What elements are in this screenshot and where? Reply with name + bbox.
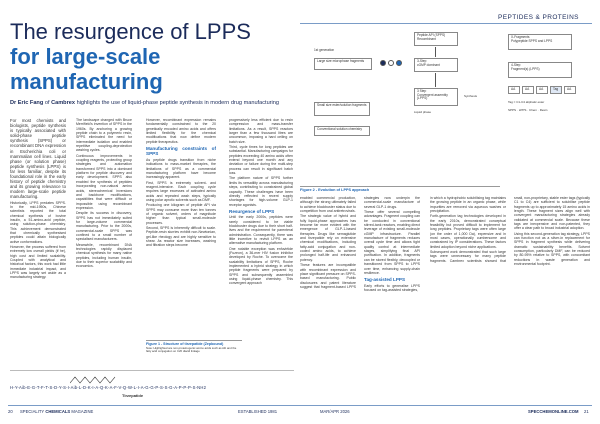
paragraph: These features are incompatible with recombinant expression and place significant pressure on SPPS-based manufacturing. Public disclosures and patent literature suggest that fragment-based LPPS strategies now underpin the commercial-scale manufacture of several GLP-1 drugs. xyxy=(300,196,420,289)
paragraph: One notable exception was enfuvirtide (Fuzeon), a 36-mer HIV fusion inhibitor developed by Roche. To overcome the scalability limitations of SPPS, Roche implemented a hybrid strategy in which peptide fragments were prepared by SPPS and subsequently assembled using liquid-phase chemistry. This convergent approach xyxy=(229,246,293,286)
diagram-fragment-text: Synthesis xyxy=(464,94,478,98)
issue-date: MAR/APR 2026 xyxy=(320,409,350,414)
paragraph: For most chemists and biologists, peptide synthesis is typically associated with solid-phase peptide synthesis (SPPS) or recombinant DNA expression in Escherichia coli or mammalian cell lines. Liquid phase (or solution phase) peptide synthesis (LPPS) is far less familiar, despite its foundational role in the early history of peptide chemistry and its growing relevance to modern large-scale peptide manufacturing. xyxy=(10,118,66,200)
paragraph: Third, cycle times for long peptides are substantial. Manufacturing campaigns for peptides exceeding 40 amino acids often extend beyond one month and any deviation or failure during the multi-step process can result in significant batch loss. xyxy=(229,145,293,176)
paragraph: However, the process suffered from extremely low overall yields (if he), high cost and limited scalability. Coupled with analytical and historical factors, this work had little immediate industrial impact, and LPPS was largely set aside as a manufacturing strategy. xyxy=(10,244,66,280)
diagram-step-3: 3 Step Convergent assembly (LPPS) xyxy=(414,88,458,106)
figure-caption: Figure 1 - Structure of tirzepatide (Zepbound) xyxy=(146,342,224,346)
diagram-node xyxy=(380,60,386,66)
figure-evolution-lpps xyxy=(310,28,592,188)
body-column-1 xyxy=(10,118,66,366)
diagram-right-step: 4-Step Fragment(s) (LPPS) xyxy=(508,62,572,78)
diagram-aa: AA xyxy=(508,86,520,94)
diagram-aa: AA xyxy=(536,86,548,94)
page-number-left: 20 xyxy=(8,409,13,414)
diagram-tag: Tag xyxy=(550,86,562,94)
figure1-caption: Figure 2 - Evolution of LPPS approach xyxy=(300,186,500,192)
diagram-aa: AA xyxy=(522,86,534,94)
magazine-name: SPECIALITY CHEMICALS MAGAZINE xyxy=(20,409,94,414)
website: SPECCHEMONLINE.COM xyxy=(528,409,579,414)
diagram-step-2: 3-Step cGMP dominant xyxy=(414,58,458,72)
diagram-labels: SPPS · LPPS · Chem · Resin xyxy=(508,108,548,112)
fatty-acid-chain-icon xyxy=(70,373,120,385)
byline-company: Cambrex xyxy=(51,100,76,106)
section-header: PEPTIDES & PROTEINS xyxy=(498,14,579,21)
byline-rest: highlights the use of liquid-phase peptide synthesis in modern drug manufacturing xyxy=(76,100,280,106)
paragraph: Producing one kilogram of peptide API via SPPS may consume more than ten tonnes of organic solvent, orders of magnitude higher than typical small-molecule processes. xyxy=(146,203,216,225)
established: ESTABLISHED 1981 xyxy=(238,409,278,414)
body-column-4 xyxy=(229,118,293,366)
diagram-step3b: Liquid phase xyxy=(414,110,432,114)
paragraph: First, SPPS is extremely solvent- and reagent-intensive. Each coupling cycle requires large excesses of activated amino acids and repeated wash steps, typically using polar aprotic solvents such as DMF. xyxy=(146,180,216,202)
paragraph: The strategic value of hybrid and fully liquid-phase approaches has become far more evident with the emergence of GLP-1-based therapies. Drugs like semaglutide and tirzepatide rely on extensive chemical modifications, including fatty-acid conjugation and non-coded amino acids, to achieve prolonged half-life and enhanced potency. xyxy=(300,214,356,262)
figure-caption-note: Note: Highlighted are non-proteinogenic amino acids such as Aib and the fatty acid conjugation on C20 diacid linkage xyxy=(146,345,237,353)
paragraph: Forth-generation tag technologies developed in the early 2010s, demonstrated conceptual feasibility but proved difficult to implement for long peptides. Proprietary tags were often large (on the order of 1,000 Da), expensive and in most cases, operationally cumbersome and constrained by IP considerations. These factors limited adoption beyond niche applications. xyxy=(430,214,506,249)
paragraph: in which a hydrophobic solubilising tag maintains the growing peptide in an organic phase, while impurities are removed via aqueous washes or precipitation. xyxy=(430,196,506,214)
diagram-aa: AA xyxy=(564,86,576,94)
paragraph: enabled commercial production, although the strong ultimately failed to achieve blockbuster status due to competition from oral antiretrovirals. xyxy=(300,196,356,214)
paragraph: However, recombinant expression remains fundamentally constrained to the 20 genetically encoded amino acids and offers limited flexibility for the chemical modifications that now define modern peptide therapeutics. xyxy=(146,118,216,144)
paragraph: Despite its success in discovery, SPPS has not immediately suited for large-volume commercial manufacturing. Prior to the 2000s, commercial-scale SPPS was confined to a small number of specialised manufacturers. xyxy=(76,211,132,242)
diagram-tag-note: Tag = C1-C4 aliphatic ester xyxy=(508,100,545,104)
peptide-structure xyxy=(10,370,294,401)
subheading: Resurgence of LPPS xyxy=(229,208,275,214)
diagram-chain xyxy=(508,86,588,98)
paragraph: As peptide drugs transition from niche indications to mass-market therapies, the limitations of SPPS as a commercial manufacturing platform have become increasingly apparent. xyxy=(146,157,216,180)
header-rule xyxy=(300,23,592,24)
paragraph: progressively less efficient due to resin compression and mass-transfer limitations. As a result, SPPS reactors larger than a few thousand litres are uncommon, imposing a hard ceiling on batch size. xyxy=(229,118,293,144)
diagram-arrow xyxy=(435,73,436,87)
article-title-line1: The resurgence of LPPS xyxy=(10,19,251,44)
article-title-line3: manufacturing xyxy=(10,69,163,94)
diagram-right-title: X-Fragments Polypeptide SPPS and LPPS xyxy=(508,34,572,50)
page-number-right: 21 xyxy=(584,409,589,414)
byline: Dr Eric Fang of Cambrex highlights the use of liquid-phase peptide synthesis in modern drug manufacturing xyxy=(10,100,280,106)
paragraph: Historically, LPPS predates SPPS. In the mid-1950s, Chinese scientists reported the total chemical synthesis of bovine insulin, a 51-amino-acid peptide, using solution-phase chemistry. This achievement demonstrated that chemically synthesised peptides could attain biologically active conformations. xyxy=(10,200,66,244)
diagram-node xyxy=(388,60,394,66)
diagram-arrow xyxy=(435,47,436,57)
paragraph: The platform nature of SPPS further limits its versatility across manufacturing steps, contributing to constrained global capacity. These challenges have been directly reflected in recent supply shortages for high-volume GLP-1 receptor agonists. xyxy=(229,176,293,207)
footer-rule xyxy=(8,405,592,406)
paragraph: These offer several compelling advantages. Fragment coupling can be conducted in conventional stirred-tank reactors, enabling direct leverage of existing small-molecule cGMP infrastructure. Parallel manufacture of fragments reduces overall cycle time and allows tight quality control at intermediate stages, simplifying final API purification. In addition, fragments can be stored flexibly, decoupled or transitioned from SPPS to LPPS over time, enhancing supply-chain resilience. xyxy=(364,210,420,275)
body-column-2 xyxy=(76,118,132,366)
body-column-3 xyxy=(146,118,216,340)
peptide-label: Tirzepatide xyxy=(122,393,144,398)
diagram-box-fourth-gen: Small size ester/solution fragments xyxy=(314,102,370,116)
diagram-step-1: Peptide API (SPPS) Recombinant xyxy=(414,32,458,46)
paragraph: Continuous improvements in coupling reagents, protecting group strategies and automation transformed SPPS into a dominant platform for peptide discovery and early development. SPPS also enabled the synthesis of peptides incorporating non-natural amino acids, stereochemical inversions and backbone modifications, capabilities that were difficult or impossible using recombinant expression. xyxy=(76,153,132,210)
paragraph: The landscape changed with Bruce Merrifield's invention of SPPS in the 1960s. By anchoring a growing peptide chain to a polymeric resin, SPPS eliminated the need for intermediate isolation and enabled repetitive coupling-deprotection washing cycles. xyxy=(76,118,132,153)
diagram-node xyxy=(396,60,402,66)
paragraph: Using this second-generation tag strategy, LPPS can function not as a silver-in replacement for SPPS in fragment synthesis while delivering dramatic sustainability benefits. Solvent consumption, particularly DMF, can be reduced by 80-95% relative to SPPS, with concomitant reductions in waste generation and environmental footprint. xyxy=(514,231,590,267)
paragraph: Subsequent work demonstrated that such large tags were unnecessary for many peptide fragments. Cambrex scientists showed that small, non-proprietary, stable ester tags (typically C1 to C4) are sufficient to solubilise peptide fragments up to approximately 15 amino acids in length. These fragment sizes align well with convergent manufacturing strategies already validated at commercial scale. Because these tags are inexpensive and non-patented, they offer a clear path to broad industrial adoption. xyxy=(430,196,590,263)
paragraph: Second, SPPS is inherently difficult to scale. Peptide-resin slurries exhibit non-Newtonian, gel-like rheology and are highly sensitive to shear. As reactor size increases, washing and filtration steps become xyxy=(146,226,216,248)
paragraph: Early efforts to generalise LPPS focused on tag-assisted strategies, xyxy=(364,283,420,292)
article-title-line2: for large-scale xyxy=(10,44,161,69)
diagram-box-conventional: Conventional solution chemistry xyxy=(314,126,370,136)
paragraph: Until the early 2000s, peptides were rarely considered to be viable blockbuster drugs due to their short half-lives and the requirement for parenteral administration. Consequently, there was little incentive to revisit LPPS as an alternative manufacturing platform. xyxy=(229,215,293,246)
byline-author: Dr Eric Fang xyxy=(10,100,44,106)
footer xyxy=(8,409,592,419)
paragraph: Meanwhile, recombinant DNA technologies rapidly displaced chemical synthesis for many native peptides, including human insulin, due to their superior scalability and economics. xyxy=(76,242,132,269)
peptide-sequence: H-Y-Aib-E-G-T-F-T-S-D-Y-S-I-Aib-L-D-K-I-A-Q-K-A-F-V-Q-W-L-I-A-G-G-P-S-S-G-A-P-P-P-S-NH2 xyxy=(10,385,207,390)
body-column-5 xyxy=(300,196,420,376)
figure-caption-box xyxy=(146,340,242,363)
subheading: Tag-assisted LPPS xyxy=(364,277,406,283)
body-column-6 xyxy=(430,196,590,376)
subheading: Manufacturing constraints of SPPS xyxy=(146,146,216,157)
diagram-gen-title: 1st generation xyxy=(314,48,335,52)
diagram-box-first-gen: Large size microphase fragments xyxy=(314,58,372,70)
